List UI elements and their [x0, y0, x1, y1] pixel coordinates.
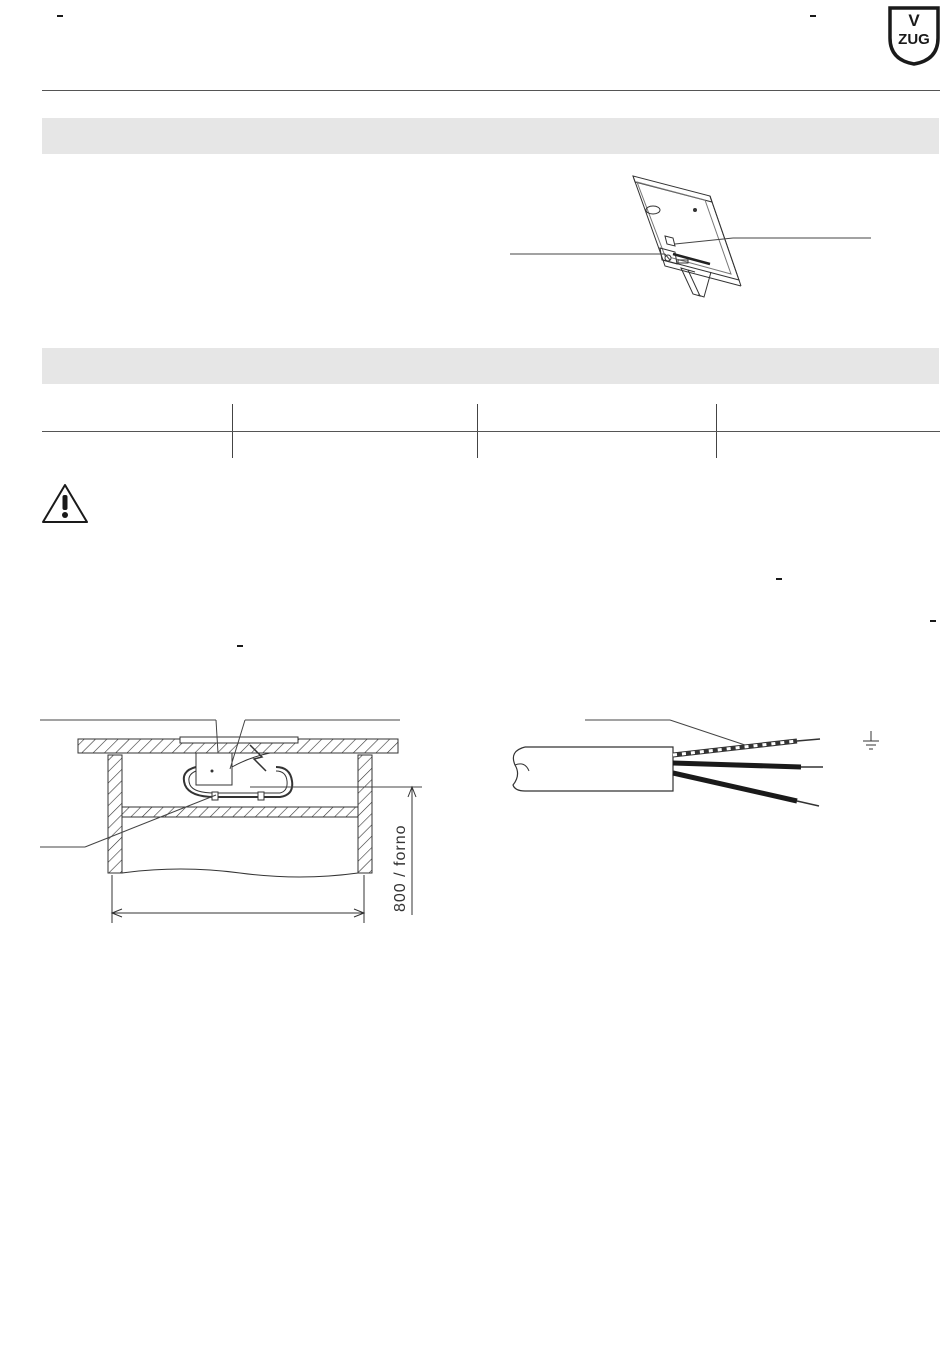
- text-dash-2: [930, 620, 936, 622]
- logo-text-bottom: ZUG: [898, 31, 930, 48]
- section-heading-band-2: [42, 348, 939, 384]
- section-heading-band-1: [42, 118, 939, 154]
- header-rule: [42, 90, 940, 91]
- oven-height-label: 800 / forno: [392, 824, 409, 912]
- table-header-rule: [42, 431, 940, 432]
- installation-section-figure: [40, 715, 440, 930]
- cooktop-figure: [505, 168, 875, 310]
- text-dash-1: [776, 578, 782, 580]
- header-dash-left: [57, 15, 63, 17]
- cable-figure: [505, 715, 895, 815]
- earth-ground-icon: [863, 731, 879, 749]
- vzug-logo: [887, 6, 941, 66]
- warning-triangle-icon: [40, 482, 90, 526]
- logo-text-top: V: [908, 11, 920, 30]
- text-dash-3: [237, 645, 243, 647]
- header-dash-right: [810, 15, 816, 17]
